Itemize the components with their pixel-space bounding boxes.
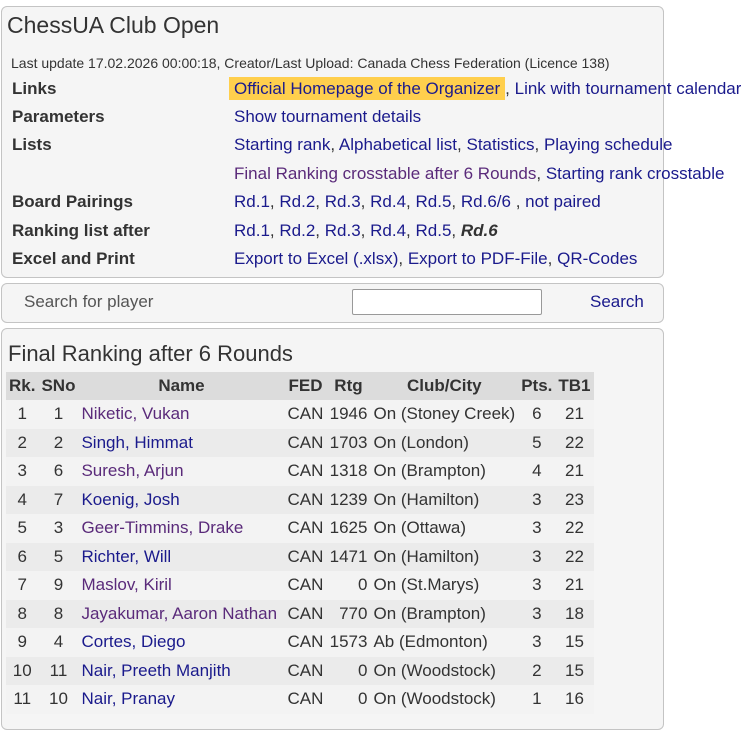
board-pairings-label: Board Pairings [12, 192, 133, 211]
table-row [6, 600, 594, 629]
pairing-rd4-link[interactable]: Rd.4 [370, 192, 407, 211]
excel-print-row: Export to Excel (.xlsx), Export to PDF-File, QR-Codes [234, 249, 638, 268]
tiebreak-cell: 21 [555, 571, 593, 600]
federation-cell: CAN [284, 457, 326, 486]
federation-cell: CAN [284, 657, 326, 686]
links-label: Links [12, 79, 57, 98]
tiebreak-cell: 23 [555, 486, 593, 515]
qr-codes-link[interactable]: QR-Codes [557, 249, 638, 268]
search-input[interactable] [352, 289, 542, 315]
table-row [6, 628, 594, 657]
ranking-rd2-link[interactable]: Rd.2 [279, 221, 316, 240]
federation-cell: CAN [284, 600, 326, 629]
start-number-cell: 10 [38, 685, 78, 714]
points-cell: 3 [518, 543, 555, 572]
board-pairings-row: Rd.1, Rd.2, Rd.3, Rd.4, Rd.5, Rd.6/6 , not paired [234, 192, 601, 211]
club-city-cell: On (Woodstock) [370, 685, 518, 714]
start-number-cell: 2 [38, 429, 78, 458]
rank-cell: 6 [6, 543, 38, 572]
col-name-header: Name [78, 372, 284, 400]
points-cell: 1 [518, 685, 555, 714]
player-name-link[interactable]: Koenig, Josh [81, 489, 180, 509]
links-separator: , [505, 79, 515, 98]
points-cell: 6 [518, 400, 555, 429]
search-button[interactable]: Search [590, 292, 644, 311]
parameters-row [234, 107, 421, 127]
table-row [6, 486, 594, 515]
col-pts-header: Pts. [518, 372, 555, 400]
player-name-link[interactable]: Nair, Preeth Manjith [81, 660, 231, 680]
rank-cell: 8 [6, 600, 38, 629]
search-label: Search for player [24, 292, 154, 311]
tiebreak-cell: 22 [555, 543, 593, 572]
rating-cell: 1318 [326, 457, 370, 486]
start-number-cell: 8 [38, 600, 78, 629]
tiebreak-cell: 21 [555, 400, 593, 429]
club-city-cell: On (Hamilton) [370, 486, 518, 515]
player-name-cell [78, 657, 284, 686]
playing-schedule-link[interactable]: Playing schedule [543, 135, 673, 154]
rating-cell: 0 [326, 571, 370, 600]
col-rk-header: Rk. [6, 372, 38, 400]
club-city-cell: On (Brampton) [370, 600, 518, 629]
parameters-label: Parameters [12, 107, 105, 126]
links-row [234, 79, 741, 99]
start-number-cell: 5 [38, 543, 78, 572]
tiebreak-cell: 18 [555, 600, 593, 629]
rating-cell: 770 [326, 600, 370, 629]
rating-cell: 1946 [326, 400, 370, 429]
club-city-cell: On (London) [370, 429, 518, 458]
start-number-cell: 3 [38, 514, 78, 543]
rank-cell: 7 [6, 571, 38, 600]
table-row [6, 400, 594, 429]
player-name-link[interactable]: Cortes, Diego [81, 632, 186, 652]
ranking-table [6, 372, 594, 714]
player-name-link[interactable]: Richter, Will [81, 546, 172, 566]
final-ranking-crosstable-link[interactable]: Final Ranking crosstable after 6 Rounds [234, 164, 537, 183]
points-cell: 3 [518, 486, 555, 515]
tiebreak-cell: 15 [555, 657, 593, 686]
club-city-cell: On (Woodstock) [370, 657, 518, 686]
player-name-link[interactable]: Suresh, Arjun [81, 461, 184, 481]
federation-cell: CAN [284, 628, 326, 657]
rating-cell: 1471 [326, 543, 370, 572]
player-name-cell [78, 400, 284, 429]
ranking-header-row [6, 372, 594, 400]
player-name-cell [78, 543, 284, 572]
rating-cell: 1703 [326, 429, 370, 458]
ranking-rd1-link[interactable]: Rd.1 [234, 221, 270, 240]
pairing-rd2-link[interactable]: Rd.2 [279, 192, 316, 211]
tiebreak-cell: 15 [555, 628, 593, 657]
club-city-cell: On (St.Marys) [370, 571, 518, 600]
table-row [6, 543, 594, 572]
start-number-cell: 11 [38, 657, 78, 686]
ranking-rd6-current: Rd.6 [460, 221, 498, 240]
club-city-cell: On (Brampton) [370, 457, 518, 486]
col-rtg-header: Rtg [326, 372, 370, 400]
table-row [6, 514, 594, 543]
rating-cell: 0 [326, 657, 370, 686]
rank-cell: 4 [6, 486, 38, 515]
table-row [6, 657, 594, 686]
tiebreak-cell: 21 [555, 457, 593, 486]
federation-cell: CAN [284, 486, 326, 515]
start-number-cell: 6 [38, 457, 78, 486]
ranking-title: Final Ranking after 6 Rounds [8, 341, 293, 366]
rank-cell: 5 [6, 514, 38, 543]
federation-cell: CAN [284, 685, 326, 714]
player-name-link[interactable]: Niketic, Vukan [81, 404, 190, 424]
rating-cell: 0 [326, 685, 370, 714]
federation-cell: CAN [284, 429, 326, 458]
player-name-link[interactable]: Nair, Pranay [81, 689, 176, 709]
start-number-cell: 1 [38, 400, 78, 429]
player-name-link[interactable]: Singh, Himmat [81, 432, 193, 452]
ranking-rd5-link[interactable]: Rd.5 [415, 221, 452, 240]
points-cell: 3 [518, 628, 555, 657]
last-update-text: Last update 17.02.2026 00:00:18, Creator/Last Upload: Canada Chess Federation (Licence 138) [11, 55, 610, 71]
player-name-cell [78, 628, 284, 657]
tournament-title: ChessUA Club Open [7, 12, 220, 38]
player-name-cell [78, 514, 284, 543]
start-number-cell: 9 [38, 571, 78, 600]
player-name-cell [78, 685, 284, 714]
table-row [6, 429, 594, 458]
rank-cell: 3 [6, 457, 38, 486]
tournament-details-link[interactable]: Show tournament details [234, 107, 422, 126]
player-name-cell [78, 486, 284, 515]
alphabetical-list-link[interactable]: Alphabetical list [338, 135, 458, 154]
points-cell: 5 [518, 429, 555, 458]
player-name-cell [78, 571, 284, 600]
excel-print-label: Excel and Print [12, 249, 135, 268]
club-city-cell: On (Ottawa) [370, 514, 518, 543]
points-cell: 2 [518, 657, 555, 686]
rating-cell: 1573 [326, 628, 370, 657]
export-pdf-link[interactable]: Export to PDF-File [407, 249, 548, 268]
player-name-cell [78, 600, 284, 629]
table-row [6, 571, 594, 600]
club-city-cell: On (Hamilton) [370, 543, 518, 572]
points-cell: 3 [518, 571, 555, 600]
federation-cell: CAN [284, 571, 326, 600]
club-city-cell: Ab (Edmonton) [370, 628, 518, 657]
lists-row-2: Final Ranking crosstable after 6 Rounds, Starting rank crosstable [234, 164, 725, 183]
rank-cell: 11 [6, 685, 38, 714]
table-row [6, 457, 594, 486]
table-row [6, 685, 594, 714]
start-number-cell: 7 [38, 486, 78, 515]
calendar-link[interactable]: Link with tournament calendar [514, 79, 741, 98]
rating-cell: 1625 [326, 514, 370, 543]
points-cell: 3 [518, 600, 555, 629]
pairing-rd5-link[interactable]: Rd.5 [415, 192, 452, 211]
not-paired-link[interactable]: not paired [525, 192, 601, 211]
player-name-cell [78, 429, 284, 458]
ranking-rd3-link[interactable]: Rd.3 [324, 221, 361, 240]
ranking-after-row: Rd.1, Rd.2, Rd.3, Rd.4, Rd.5, Rd.6 [234, 221, 498, 240]
lists-row: Starting rank, Alphabetical list, Statistics, Playing schedule [234, 135, 673, 154]
col-sno-header: SNo [38, 372, 78, 400]
player-name-link[interactable]: Geer-Timmins, Drake [81, 518, 244, 538]
tiebreak-cell: 16 [555, 685, 593, 714]
starting-rank-crosstable-link[interactable]: Starting rank crosstable [545, 164, 725, 183]
rating-cell: 1239 [326, 486, 370, 515]
rank-cell: 2 [6, 429, 38, 458]
federation-cell: CAN [284, 543, 326, 572]
rank-cell: 9 [6, 628, 38, 657]
points-cell: 3 [518, 514, 555, 543]
col-club-header: Club/City [370, 372, 518, 400]
player-name-link[interactable]: Maslov, Kiril [81, 575, 172, 595]
col-tb1-header: TB1 [555, 372, 593, 400]
federation-cell: CAN [284, 400, 326, 429]
rank-cell: 10 [6, 657, 38, 686]
statistics-link[interactable]: Statistics [466, 135, 535, 154]
pairing-rd3-link[interactable]: Rd.3 [324, 192, 361, 211]
col-fed-header: FED [284, 372, 326, 400]
ranking-rd4-link[interactable]: Rd.4 [370, 221, 407, 240]
export-excel-link[interactable]: Export to Excel (.xlsx) [234, 249, 399, 268]
player-name-link[interactable]: Jayakumar, Aaron Nathan [81, 603, 278, 623]
official-homepage-link[interactable]: Official Homepage of the Organizer [229, 77, 505, 100]
lists-label: Lists [12, 135, 52, 154]
federation-cell: CAN [284, 514, 326, 543]
start-number-cell: 4 [38, 628, 78, 657]
starting-rank-link[interactable]: Starting rank [234, 135, 331, 154]
points-cell: 4 [518, 457, 555, 486]
pairing-rd6-link[interactable]: Rd.6/6 [460, 192, 511, 211]
ranking-after-label: Ranking list after [12, 221, 150, 240]
rank-cell: 1 [6, 400, 38, 429]
player-name-cell [78, 457, 284, 486]
tiebreak-cell: 22 [555, 514, 593, 543]
tiebreak-cell: 22 [555, 429, 593, 458]
pairing-rd1-link[interactable]: Rd.1 [234, 192, 270, 211]
club-city-cell: On (Stoney Creek) [370, 400, 518, 429]
